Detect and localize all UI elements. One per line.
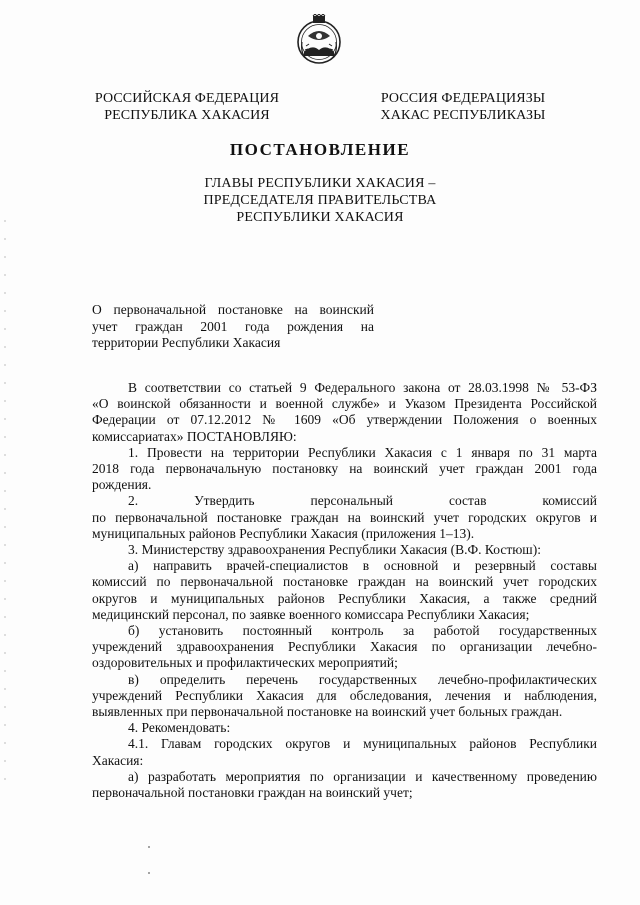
scan-speck [148, 872, 150, 874]
body-line: рождения. [92, 477, 152, 493]
body-line: а) разработать мероприятия по организации и качественному проведению [128, 768, 597, 784]
document-body [92, 380, 597, 801]
body-line: комиссий по первоначальной постановке граждан на воинский учет городских [92, 574, 597, 590]
header-left-line-1: РОССИЙСКАЯ ФЕДЕРАЦИЯ [94, 91, 280, 106]
body-line: в) определить перечень государственных лечебно-профилактических [128, 671, 597, 687]
body-line: по первоначальной постановке граждан на воинский учет городских округов и [92, 509, 597, 525]
body-line: а) направить врачей-специалистов в основной и резервный составы [128, 558, 597, 574]
subject-line: О первоначальной постановке на воинский [92, 302, 374, 317]
header-right-line-2: ХАКАС РЕСПУБЛИКАЗЫ [380, 108, 546, 123]
subject-line: учет граждан 2001 года рождения на [92, 318, 374, 334]
body-line: округов и муниципальных районов Республики Хакасия, а также средний [92, 590, 597, 606]
body-line: 2018 года первоначальную постановку на воинский учет граждан 2001 года [92, 461, 597, 477]
subject-line: территории Республики Хакасия [92, 335, 281, 350]
body-line: 3. Министерству здравоохранения Республики Хакасия (В.Ф. Костюш): [128, 542, 541, 558]
body-line: 4. Рекомендовать: [128, 720, 231, 736]
body-line: 1. Провести на территории Республики Хакасия с 1 января по 31 марта [128, 444, 597, 460]
body-line: оздоровительных и профилактических мероприятий; [92, 655, 398, 671]
body-line: учреждений Республики Хакасия для обследования, лечения и наблюдения, [92, 687, 597, 703]
body-line: 4.1. Главам городских округов и муниципальных районов Республики [128, 736, 597, 752]
header-right-line-1: РОССИЯ ФЕДЕРАЦИЯЗЫ [380, 91, 546, 106]
scan-margin-marks [4, 220, 6, 780]
header-left [82, 90, 292, 124]
document-subject [92, 302, 374, 352]
body-line: медицинский персонал, по заявке военного комиссара Республики Хакасия; [92, 606, 530, 622]
subtitle-line-2: ПРЕДСЕДАТЕЛЯ ПРАВИТЕЛЬСТВА [203, 193, 437, 208]
scan-speck [148, 846, 150, 848]
body-line: учреждений здравоохранения Республики Хакасия по организации лечебно- [92, 639, 597, 655]
body-line: комиссариатах» ПОСТАНОВЛЯЮ: [92, 428, 297, 444]
body-line: муниципальных районов Республики Хакасия (приложения 1–13). [92, 525, 475, 541]
body-line: б) установить постоянный контроль за работой государственных [128, 623, 597, 639]
header-left-line-2: РЕСПУБЛИКА ХАКАСИЯ [104, 108, 270, 123]
body-line: «О воинской обязанности и военной службе» и Указом Президента Российской [92, 396, 597, 412]
body-line: 2. Утвердить персональный состав комиссий [128, 493, 597, 509]
document-subtitle [0, 175, 640, 226]
body-line: Хакасия: [92, 752, 144, 768]
body-line: первоначальной постановки граждан на воинский учет; [92, 785, 413, 801]
subtitle-line-3: РЕСПУБЛИКИ ХАКАСИЯ [236, 210, 404, 225]
subtitle-line-1: ГЛАВЫ РЕСПУБЛИКИ ХАКАСИЯ – [204, 176, 436, 191]
document-title: ПОСТАНОВЛЕНИЕ [229, 140, 411, 159]
header-right [358, 90, 568, 124]
body-line: Федерации от 07.12.2012 № 1609 «Об утверждении Положения о военных [92, 412, 597, 428]
coat-of-arms-icon [294, 14, 344, 66]
body-line: выявленных при первоначальной постановке на воинский учет больных граждан. [92, 704, 563, 720]
body-line: В соответствии со статьей 9 Федерального закона от 28.03.1998 № 53-ФЗ [128, 380, 597, 395]
